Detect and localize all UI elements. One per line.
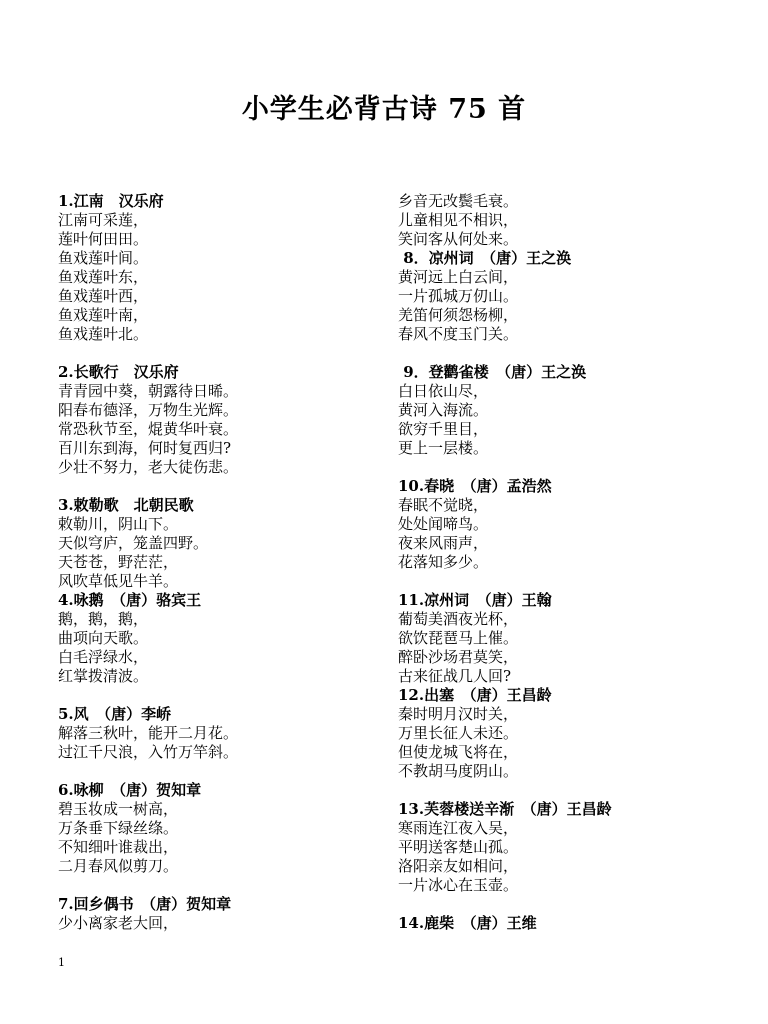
- poem-heading: 12.出塞 （唐）王昌龄: [398, 686, 552, 704]
- poem-line: 莲叶何田田。: [58, 230, 149, 248]
- document-title: 小学生必背古诗 75 首: [241, 94, 527, 125]
- poem-2: [58, 363, 388, 477]
- poem-line: 不教胡马度阴山。: [398, 762, 519, 780]
- poem-heading: 10.春晓 （唐）孟浩然: [398, 477, 552, 495]
- poem-line: 百川东到海，何时复西归?: [58, 439, 232, 457]
- poem-12: [398, 686, 728, 781]
- poem-line: 寒雨连江夜入吴，: [398, 819, 519, 837]
- page-number: 1: [58, 956, 65, 969]
- poem-line: 鱼戏莲叶南，: [58, 306, 149, 324]
- poem-line: 白毛浮绿水，: [58, 648, 149, 666]
- poem-line: 风吹草低见牛羊。: [58, 572, 179, 590]
- right-column: [398, 192, 728, 933]
- poem-line: 鱼戏莲叶北。: [58, 325, 149, 343]
- poem-line: 天似穹庐，笼盖四野。: [58, 534, 209, 552]
- poem-7-continued: [398, 192, 728, 249]
- poem-3: [58, 496, 388, 591]
- poem-line: 过江千尺浪，入竹万竿斜。: [58, 743, 239, 761]
- poem-line: 春眠不觉晓，: [398, 496, 489, 514]
- poem-line: 春风不度玉门关。: [398, 325, 519, 343]
- poem-line: 花落知多少。: [398, 553, 489, 571]
- poem-line: 洛阳亲友如相问，: [398, 857, 519, 875]
- poem-line: 秦时明月汉时关，: [398, 705, 519, 723]
- poem-line: 鱼戏莲叶间。: [58, 249, 149, 267]
- poem-line: 鱼戏莲叶西，: [58, 287, 149, 305]
- poem-line: 阳春布德泽，万物生光辉。: [58, 401, 239, 419]
- poem-line: 江南可采莲，: [58, 211, 149, 229]
- poem-heading: 3.敕勒歌 北朝民歌: [58, 496, 194, 514]
- poem-heading: 7.回乡偶书 （唐）贺知章: [58, 895, 232, 913]
- poem-line: 欲饮琵琶马上催。: [398, 629, 519, 647]
- poem-line: 一片冰心在玉壶。: [398, 876, 519, 894]
- poem-line: 青青园中葵，朝露待日晞。: [58, 382, 239, 400]
- poem-heading: 14.鹿柴 （唐）王维: [398, 914, 537, 932]
- poem-heading: 2.长歌行 汉乐府: [58, 363, 179, 381]
- poem-heading: 13.芙蓉楼送辛渐 （唐）王昌龄: [398, 800, 612, 818]
- poem-line: 黄河入海流。: [398, 401, 489, 419]
- poem-7: [58, 895, 388, 933]
- poem-8: [398, 249, 728, 344]
- poem-14: [398, 914, 728, 933]
- poem-6: [58, 781, 388, 876]
- poem-line: 少小离家老大回，: [58, 914, 179, 932]
- poem-line: 少壮不努力，老大徒伤悲。: [58, 458, 239, 476]
- poem-line: 醉卧沙场君莫笑，: [398, 648, 519, 666]
- poem-line: 解落三秋叶，能开二月花。: [58, 724, 239, 742]
- poem-line: 古来征战几人回?: [398, 667, 512, 685]
- poem-line: 鱼戏莲叶东，: [58, 268, 149, 286]
- poem-line: 白日依山尽，: [398, 382, 489, 400]
- poem-heading: 4.咏鹅 （唐）骆宾王: [58, 591, 202, 609]
- poem-10: [398, 477, 728, 572]
- poem-line: 常恐秋节至，焜黄华叶衰。: [58, 420, 239, 438]
- poem-line: 更上一层楼。: [398, 439, 489, 457]
- poem-line: 红掌拨清波。: [58, 667, 149, 685]
- poem-line: 黄河远上白云间，: [398, 268, 519, 286]
- poem-heading: 11.凉州词 （唐）王翰: [398, 591, 552, 609]
- poem-line: 平明送客楚山孤。: [398, 838, 519, 856]
- poem-heading: 1.江南 汉乐府: [58, 192, 164, 210]
- poem-line: 碧玉妆成一树高，: [58, 800, 179, 818]
- poem-line: 处处闻啼鸟。: [398, 515, 489, 533]
- poem-line: 但使龙城飞将在，: [398, 743, 519, 761]
- poem-line: 曲项向天歌。: [58, 629, 149, 647]
- poem-line: 二月春风似剪刀。: [58, 857, 179, 875]
- poem-11: [398, 591, 728, 686]
- poem-line: 葡萄美酒夜光杯，: [398, 610, 519, 628]
- poem-line: 鹅，鹅，鹅，: [58, 610, 149, 628]
- poem-line: 一片孤城万仞山。: [398, 287, 519, 305]
- poem-heading: 6.咏柳 （唐）贺知章: [58, 781, 202, 799]
- poem-line: 乡音无改鬓毛衰。: [398, 192, 519, 210]
- poem-5: [58, 705, 388, 762]
- poem-line: 欲穷千里目，: [398, 420, 489, 438]
- poem-heading: 9．登鹳雀楼 （唐）王之涣: [398, 363, 587, 381]
- poem-line: 敕勒川，阴山下。: [58, 515, 179, 533]
- poem-line: 万条垂下绿丝绦。: [58, 819, 179, 837]
- poem-line: 万里长征人未还。: [398, 724, 519, 742]
- left-column: [58, 192, 388, 933]
- poem-line: 夜来风雨声，: [398, 534, 489, 552]
- poem-line: 天苍苍，野茫茫，: [58, 553, 179, 571]
- poem-9: [398, 363, 728, 458]
- poem-13: [398, 800, 728, 895]
- poem-1: [58, 192, 388, 344]
- poem-line: 儿童相见不相识，: [398, 211, 519, 229]
- poem-line: 羌笛何须怨杨柳，: [398, 306, 519, 324]
- poem-line: 不知细叶谁裁出，: [58, 838, 179, 856]
- poem-4: [58, 591, 388, 686]
- poem-line: 笑问客从何处来。: [398, 230, 519, 248]
- poem-heading: 5.风 （唐）李峤: [58, 705, 172, 723]
- poem-heading: 8．凉州词 （唐）王之涣: [398, 249, 572, 267]
